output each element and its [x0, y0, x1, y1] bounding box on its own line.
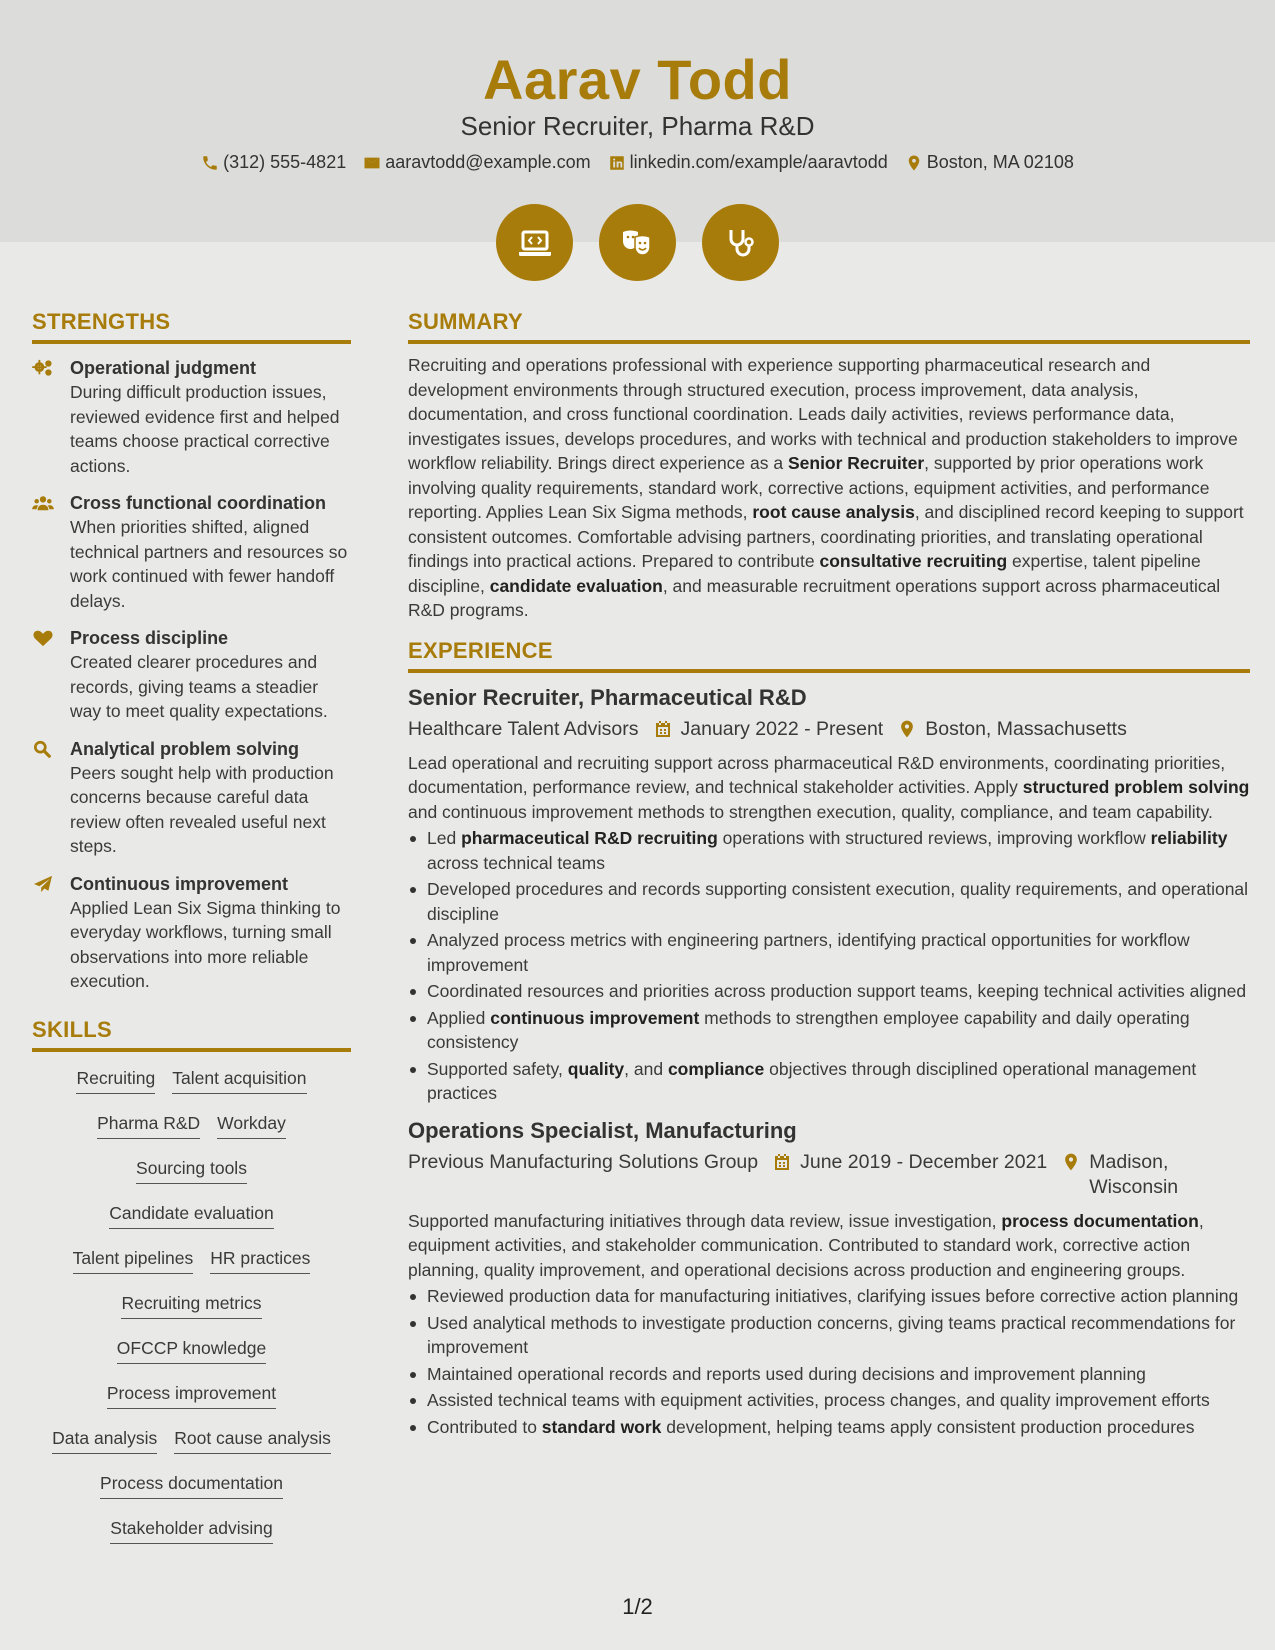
text-run: , and — [624, 1058, 668, 1079]
calendar-icon — [772, 1152, 792, 1172]
gears-icon — [32, 359, 54, 377]
bold-phrase: standard work — [541, 1416, 662, 1437]
text-run: , and measurable recruitment operations support across pharmaceutical R&D programs. — [408, 575, 1221, 620]
summary-heading: SUMMARY — [408, 308, 1250, 344]
skill-row — [32, 1156, 351, 1201]
strengths-list — [32, 356, 351, 994]
skill-tag: Talent pipelines — [73, 1246, 194, 1274]
envelope-icon — [363, 154, 381, 172]
skill-row — [32, 1066, 351, 1111]
text-run: Lead operational and recruiting support across pharmaceutical R&D environments, coordinating priorities, documentation, performance review, and technical stakeholder activities. Apply — [408, 752, 1226, 797]
contact-phone[interactable] — [201, 152, 346, 173]
map-pin-icon — [905, 154, 923, 172]
bold-phrase: quality — [567, 1058, 625, 1079]
skill-tag: Sourcing tools — [136, 1156, 247, 1184]
bullet-item — [408, 1362, 1250, 1387]
strength-item — [32, 872, 351, 994]
job-company: Healthcare Talent Advisors — [408, 717, 639, 740]
email-text: aaravtodd@example.com — [385, 152, 591, 172]
bullet-item — [408, 1415, 1250, 1440]
bullet-item — [408, 826, 1250, 875]
skill-tag: Candidate evaluation — [109, 1201, 273, 1229]
strength-item — [32, 491, 351, 613]
strength-name: Analytical problem solving — [70, 738, 300, 759]
stethoscope-badge — [702, 204, 779, 281]
bold-phrase: candidate evaluation — [489, 575, 663, 596]
skill-row — [32, 1201, 351, 1246]
bold-phrase: reliability — [1150, 828, 1228, 848]
job-title: Senior Recruiter, Pharmaceutical R&D — [408, 684, 807, 710]
theater-masks-badge — [599, 204, 676, 281]
text-run: , equipment activities, and stakeholder communication. Contributed to standard work, corrective action planning, quality improvement, and operational decisions across production and engineering groups. — [408, 1210, 1204, 1280]
job-title: Operations Specialist, Manufacturing — [408, 1117, 797, 1143]
skills-list — [32, 1066, 351, 1561]
text-run: Maintained operational records and reports used during decisions and improvement planning — [427, 1363, 1146, 1384]
job-bullets — [408, 1284, 1250, 1439]
job-entry — [408, 1116, 1250, 1440]
experience-heading: EXPERIENCE — [408, 637, 1250, 673]
linkedin-icon — [608, 154, 626, 172]
users-icon — [32, 494, 54, 512]
skill-row — [32, 1426, 351, 1471]
badge-row — [0, 204, 1275, 281]
bold-phrase: compliance — [667, 1058, 765, 1079]
skill-row — [32, 1111, 351, 1156]
paper-plane-icon — [32, 875, 54, 893]
text-run: Analyzed process metrics with engineering partners, identifying practical opportunities for workflow improvement — [427, 930, 1190, 975]
right-column — [408, 308, 1250, 1441]
text-run: , supported by prior operations work involving quality requirements, standard work, corrective actions, equipment activities, and performance reporting. Applies Lean Six Sigma methods, — [408, 453, 1210, 522]
skill-tag: Recruiting — [76, 1066, 155, 1094]
skill-tag: OFCCP knowledge — [117, 1336, 266, 1364]
text-run: and continuous improvement methods to strengthen execution, quality, compliance, and team capability. — [408, 801, 1213, 822]
skill-row — [32, 1246, 351, 1291]
bullet-item — [408, 877, 1250, 926]
skill-row — [32, 1516, 351, 1561]
stethoscope-icon — [721, 223, 761, 263]
strength-name: Operational judgment — [70, 358, 257, 378]
bold-phrase: pharmaceutical R&D recruiting — [461, 828, 718, 848]
bold-phrase: continuous improvement — [490, 1007, 700, 1028]
skill-tag: Talent acquisition — [172, 1066, 306, 1094]
skill-row — [32, 1336, 351, 1381]
candidate-title: Senior Recruiter, Pharma R&D — [460, 111, 815, 141]
strength-name: Continuous improvement — [70, 873, 289, 894]
linkedin-text: linkedin.com/example/aaravtodd — [629, 152, 888, 172]
contact-bar — [0, 152, 1275, 173]
search-icon — [32, 740, 54, 758]
contact-location — [905, 152, 1074, 173]
bullet-item — [408, 1284, 1250, 1309]
heart-icon — [32, 629, 54, 647]
job-entry — [408, 683, 1250, 1106]
text-run: expertise, talent pipeline discipline, — [408, 551, 1201, 596]
map-pin-icon — [897, 719, 917, 739]
skill-tag: Root cause analysis — [174, 1426, 331, 1454]
contact-email[interactable] — [363, 152, 590, 173]
strength-item — [32, 356, 351, 478]
job-meta — [408, 717, 1250, 742]
job-description — [408, 751, 1250, 825]
text-run: objectives through disciplined operational management practices — [427, 1058, 1197, 1103]
bold-phrase: consultative recruiting — [819, 551, 1008, 571]
strength-name: Process discipline — [70, 628, 229, 648]
text-run: Reviewed production data for manufacturing initiatives, clarifying issues before corrective action planning — [427, 1286, 1239, 1306]
strength-name: Cross functional coordination — [70, 493, 327, 513]
text-run: Supported manufacturing initiatives through data review, issue investigation, — [408, 1210, 1002, 1231]
text-run: development, helping teams apply consistent production procedures — [661, 1416, 1195, 1437]
skill-row — [32, 1381, 351, 1426]
skill-tag: HR practices — [210, 1246, 310, 1274]
strength-desc: Created clearer procedures and records, giving teams a steadier way to meet quality expectations. — [70, 652, 328, 721]
text-run: Led — [427, 828, 462, 848]
text-run: Applied — [427, 1007, 491, 1028]
skill-tag: Workday — [217, 1111, 286, 1139]
skill-tag: Process improvement — [107, 1381, 276, 1409]
strength-item — [32, 626, 351, 724]
skill-tag: Pharma R&D — [97, 1111, 200, 1139]
text-run: Recruiting and operations professional with experience supporting pharmaceutical research and development environments through structured execution, process improvement, data analysis, documentation, and cross functional coordination. Leads daily activities, reviews performance data, investigates issues, develops procedures, and works with technical and production stakeholders to improve workflow reliability. Brings direct experience as a — [408, 355, 1238, 473]
bullet-item — [408, 928, 1250, 977]
job-dates: June 2019 - December 2021 — [800, 1150, 1048, 1173]
laptop-code-icon — [515, 223, 555, 263]
theater-masks-icon — [618, 223, 658, 263]
strength-item — [32, 737, 351, 859]
phone-text: (312) 555-4821 — [223, 152, 347, 172]
strength-desc: During difficult production issues, reviewed evidence first and helped teams choose practical corrective actions. — [70, 382, 340, 476]
job-company: Previous Manufacturing Solutions Group — [408, 1150, 759, 1173]
text-run: Supported safety, — [427, 1058, 568, 1079]
text-run: Coordinated resources and priorities across production support teams, keeping technical activities aligned — [427, 981, 1247, 1001]
laptop-code-badge — [496, 204, 573, 281]
job-description — [408, 1209, 1250, 1283]
bold-phrase: process documentation — [1001, 1210, 1199, 1231]
job-location: Boston, Massachusetts — [925, 717, 1127, 740]
page-number: 1/2 — [622, 1594, 653, 1619]
skill-tag: Process documentation — [100, 1471, 283, 1499]
text-run: Used analytical methods to investigate production concerns, giving teams practical recommendations for improvement — [427, 1312, 1236, 1357]
text-run: Contributed to — [427, 1416, 542, 1437]
strength-desc: Applied Lean Six Sigma thinking to everyday workflows, turning small observations into more reliable execution. — [70, 897, 341, 991]
bullet-item — [408, 1311, 1250, 1360]
text-run: Assisted technical teams with equipment activities, process changes, and quality improvement efforts — [427, 1390, 1210, 1410]
skill-tag: Stakeholder advising — [110, 1516, 272, 1544]
strengths-heading: STRENGTHS — [32, 308, 351, 344]
location-text: Boston, MA 02108 — [926, 152, 1074, 172]
job-meta — [408, 1150, 1250, 1200]
skill-tag: Data analysis — [52, 1426, 157, 1454]
calendar-icon — [653, 719, 673, 739]
text-run: methods to strengthen employee capability and daily operating consistency — [427, 1007, 1190, 1052]
bold-phrase: root cause analysis — [752, 502, 915, 522]
skills-heading: SKILLS — [32, 1016, 351, 1052]
bullet-item — [408, 979, 1250, 1004]
contact-linkedin[interactable] — [608, 152, 888, 173]
skill-tag: Recruiting metrics — [121, 1291, 261, 1319]
skill-row — [32, 1471, 351, 1516]
bullet-item — [408, 1006, 1250, 1055]
job-dates: January 2022 - Present — [680, 717, 884, 740]
bold-phrase: structured problem solving — [1022, 777, 1250, 797]
candidate-name: Aarav Todd — [483, 48, 792, 111]
map-pin-icon — [1061, 1152, 1081, 1172]
text-run: Developed procedures and records supporting consistent execution, quality requirements, and operational discipline — [427, 879, 1249, 924]
strength-desc: When priorities shifted, aligned technical partners and resources so work continued with fewer handoff delays. — [70, 517, 348, 611]
left-column — [32, 308, 351, 1561]
text-run: across technical teams — [427, 852, 605, 873]
job-location: Madison, Wisconsin — [1089, 1150, 1179, 1198]
bullet-item — [408, 1388, 1250, 1413]
text-run: , and disciplined record keeping to support consistent outcomes. Comfortable advising partners, coordinating priorities, and translating operational findings into practical actions. Prepared to contribute — [408, 502, 1244, 571]
phone-icon — [201, 154, 219, 172]
skill-row — [32, 1291, 351, 1336]
strength-desc: Peers sought help with production concerns because careful data review often revealed useful next steps. — [70, 762, 334, 856]
bullet-item — [408, 1057, 1250, 1106]
summary-text — [408, 353, 1250, 623]
job-bullets — [408, 826, 1250, 1106]
text-run: operations with structured reviews, improving workflow — [717, 828, 1151, 848]
bold-phrase: Senior Recruiter — [787, 453, 925, 473]
